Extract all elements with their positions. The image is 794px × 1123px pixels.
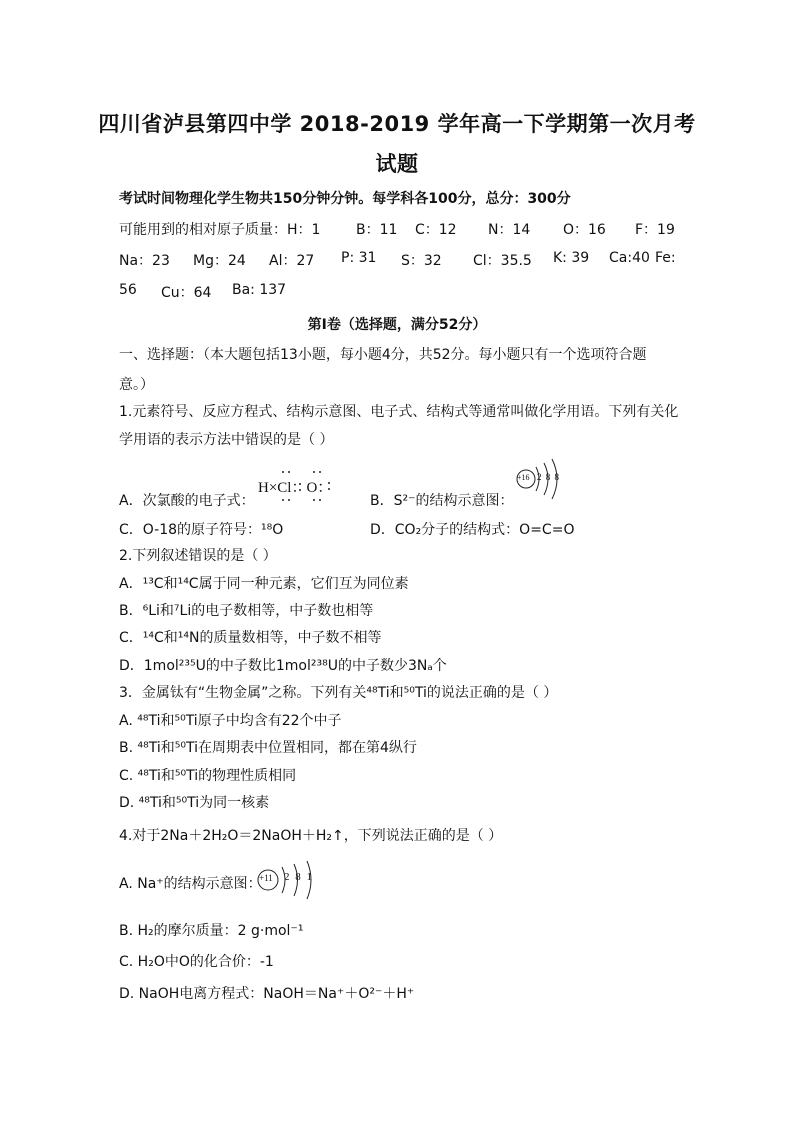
page-title-continued: 试题 [375, 152, 419, 176]
q2-stem: 2.下列叙述错误的是（ ） [119, 548, 277, 564]
q4-option-d: D. NaOH电离方程式：NaOH＝Na⁺＋O²⁻＋H⁺ [119, 986, 415, 1002]
s-shell-electrons: 2 8 8 [537, 472, 560, 482]
q2-option-a: A．¹³C和¹⁴C属于同一种元素，它们互为同位素 [119, 576, 409, 592]
q4-option-a: A. Na⁺的结构示意图： [119, 876, 262, 892]
mass-fe-label: Fe: [655, 250, 676, 266]
hclo-formula-text: H×Cl：O： [258, 480, 333, 496]
mass-ca: Ca:40 [609, 250, 650, 266]
section-heading: 第Ⅰ卷（选择题，满分52分） [307, 317, 487, 333]
q1-stem: 1.元素符号、反应方程式、结构示意图、电子式、结构式等通常叫做化学用语。下列有关化 [119, 404, 679, 420]
q1-option-b: B．S²⁻的结构示意图： [370, 493, 514, 509]
q1-option-c: C．O-18的原子符号：¹⁸O [119, 522, 284, 538]
na-shell-electrons: 2 8 1 [284, 871, 312, 883]
q3-option-d: D. ⁴⁸Ti和⁵⁰Ti为同一核素 [119, 795, 270, 811]
q3-stem: 3．金属钛有“生物金属”之称。下列有关⁴⁸Ti和⁵⁰Ti的说法正确的是（ ） [119, 685, 558, 701]
mass-s: S：32 [401, 253, 442, 269]
sulfide-structure-diagram [514, 455, 574, 510]
mass-fe-value: 56 [119, 282, 137, 298]
q2-option-b: B．⁶Li和⁷Li的电子数相等，中子数也相等 [119, 603, 374, 619]
mass-c: C：12 [415, 222, 457, 238]
q3-option-c: C. ⁴⁸Ti和⁵⁰Ti的物理性质相同 [119, 768, 297, 784]
q2-option-c: C．¹⁴C和¹⁴N的质量数相等，中子数不相等 [119, 630, 382, 646]
na-nucleus: +11 [259, 873, 273, 883]
q3-option-b: B. ⁴⁸Ti和⁵⁰Ti在周期表中位置相同，都在第4纵行 [119, 740, 417, 756]
mass-na: Na：23 [119, 253, 170, 269]
q2-option-d: D．1mol²³⁵U的中子数比1mol²³⁸U的中子数少3Nₐ个 [119, 658, 447, 674]
q4-option-c: C. H₂O中O的化合价：-1 [119, 954, 274, 970]
instructions-continued: 意。） [119, 377, 154, 393]
sodium-ion-structure-diagram [254, 857, 324, 912]
mass-o: O：16 [563, 222, 606, 238]
q3-option-a: A. ⁴⁸Ti和⁵⁰Ti原子中均含有22个中子 [119, 713, 342, 729]
mass-mg: Mg：24 [193, 253, 246, 269]
mass-cl: Cl：35.5 [473, 253, 532, 269]
page-title: 四川省泸县第四中学 2018-2019 学年高一下学期第一次月考 [98, 112, 696, 136]
mass-p: P: 31 [341, 250, 377, 266]
mass-cu: Cu：64 [161, 285, 212, 301]
q4-stem: 4.对于2Na＋2H₂O＝2NaOH＋H₂↑，下列说法正确的是（ ） [119, 828, 503, 844]
hclo-electron-formula [256, 468, 336, 513]
mass-al: Al：27 [269, 253, 315, 269]
mass-h: H：1 [287, 222, 321, 238]
mass-n: N：14 [488, 222, 531, 238]
q1-option-d: D．CO₂分子的结构式：O=C=O [370, 522, 575, 538]
mass-f: F：19 [635, 222, 675, 238]
exam-info: 考试时间物理化学生物共150分钟分钟。每学科各100分，总分：300分 [119, 191, 571, 207]
q1-stem-continued: 学用语的表示方法中错误的是（ ） [119, 432, 334, 448]
q4-option-b: B. H₂的摩尔质量：2 g·mol⁻¹ [119, 923, 304, 939]
s-nucleus: +16 [517, 473, 530, 482]
masses-label: 可能用到的相对原子质量： [119, 222, 287, 238]
q1-option-a: A．次氯酸的电子式： [119, 493, 255, 509]
mass-k: K: 39 [553, 250, 590, 266]
mass-b: B：11 [356, 222, 398, 238]
instructions: 一、选择题：（本大题包括13小题，每小题4分，共52分。每小题只有一个选项符合题 [119, 347, 647, 363]
mass-ba: Ba: 137 [232, 282, 287, 298]
